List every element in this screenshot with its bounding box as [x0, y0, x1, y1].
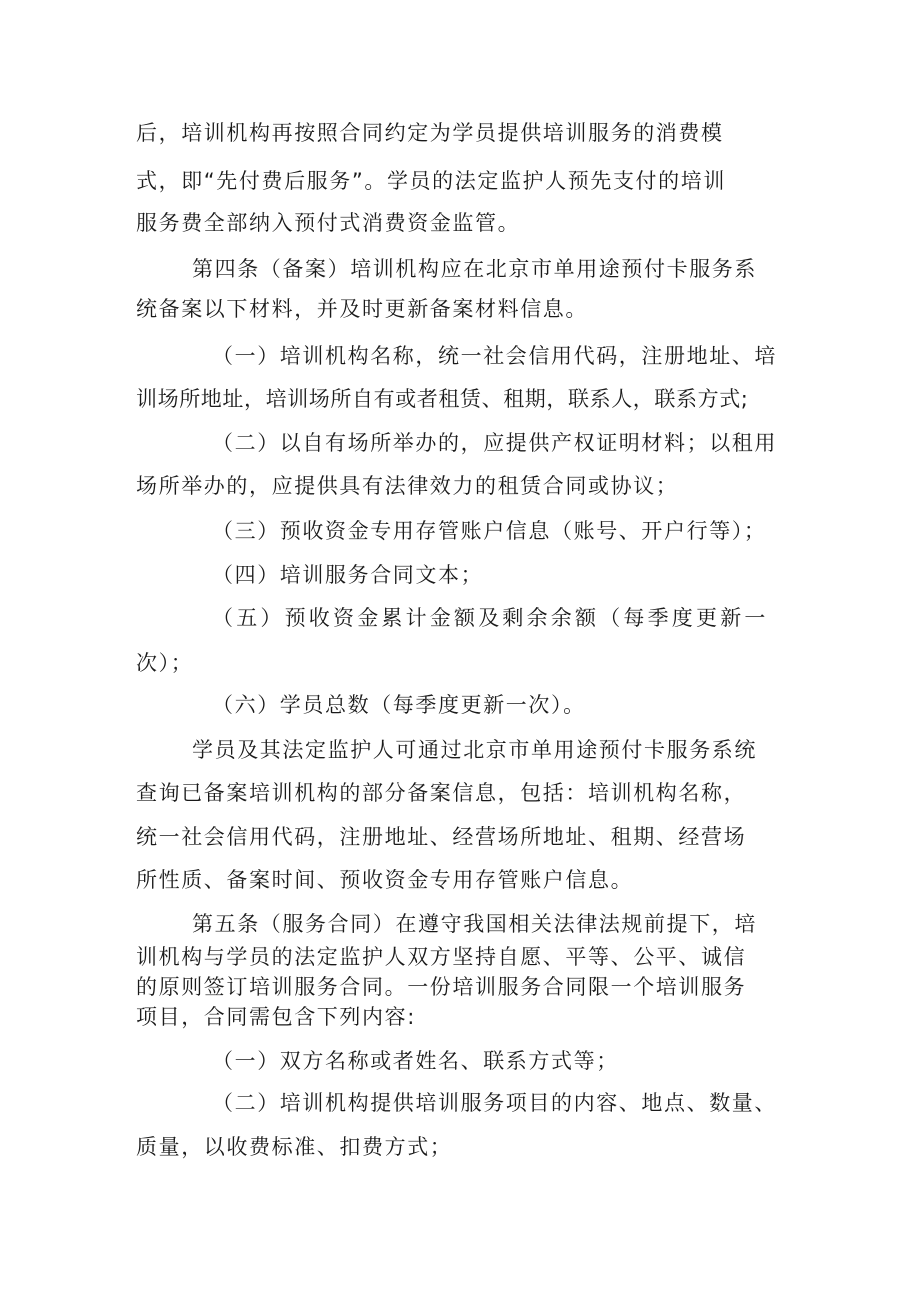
text-line-2: 式，即“先付费后服务”。学员的法定监护人预先支付的培训 — [136, 169, 726, 193]
text-line-23: （一）双方名称或者姓名、联系方式等； — [212, 1049, 619, 1073]
text-line-21: 的原则签订培训服务合同。一份培训服务合同限一个培训服务 — [136, 975, 747, 999]
text-line-22: 项目，合同需包含下列内容: — [136, 1005, 416, 1029]
text-line-3: 服务费全部纳入预付式消费资金监管。 — [136, 211, 521, 235]
text-line-19: 第五条（服务合同）在遵守我国相关法律法规前提下，培 — [192, 912, 757, 936]
text-line-10: （三）预收资金专用存管账户信息（账号、开户行等）； — [212, 519, 767, 543]
text-line-6: （一）培训机构名称，统一社会信用代码，注册地址、培 — [212, 344, 777, 368]
text-line-1: 后，培训机构再按照合同约定为学员提供培训服务的消费模 — [136, 121, 724, 145]
text-line-18: 所性质、备案时间、预收资金专用存管账户信息。 — [136, 868, 634, 892]
text-line-17: 统一社会信用代码，注册地址、经营场所地址、租期、经营场 — [136, 825, 747, 849]
text-line-9: 场所举办的，应提供具有法律效力的租赁合同或协议； — [136, 474, 679, 498]
text-line-12: （五）预收资金累计金额及剩余余额（每季度更新一 — [212, 606, 769, 630]
text-line-16: 查询已备案培训机构的部分备案信息，包括：培训机构名称， — [136, 781, 747, 805]
text-line-20: 训机构与学员的法定监护人双方坚持自愿、平等、公平、诚信 — [136, 945, 747, 969]
text-line-11: （四）培训服务合同文本； — [212, 563, 484, 587]
text-line-25: 质量，以收费标准、扣费方式； — [136, 1135, 453, 1159]
text-line-4: 第四条（备案）培训机构应在北京市单用途预付卡服务系 — [192, 257, 757, 281]
text-line-14: （六）学员总数（每季度更新一次）。 — [212, 693, 586, 717]
text-line-13: 次）； — [136, 651, 194, 675]
text-line-24: （二）培训机构提供培训服务项目的内容、地点、数量、 — [212, 1091, 777, 1115]
text-line-5: 统备案以下材料，并及时更新备案材料信息。 — [136, 297, 588, 321]
text-line-7: 训场所地址，培训场所自有或者租赁、租期，联系人，联系方式; — [136, 387, 749, 411]
text-line-15: 学员及其法定监护人可通过北京市单用途预付卡服务系统 — [192, 738, 757, 762]
text-line-8: （二）以自有场所举办的，应提供产权证明材料；以租用 — [212, 431, 777, 455]
